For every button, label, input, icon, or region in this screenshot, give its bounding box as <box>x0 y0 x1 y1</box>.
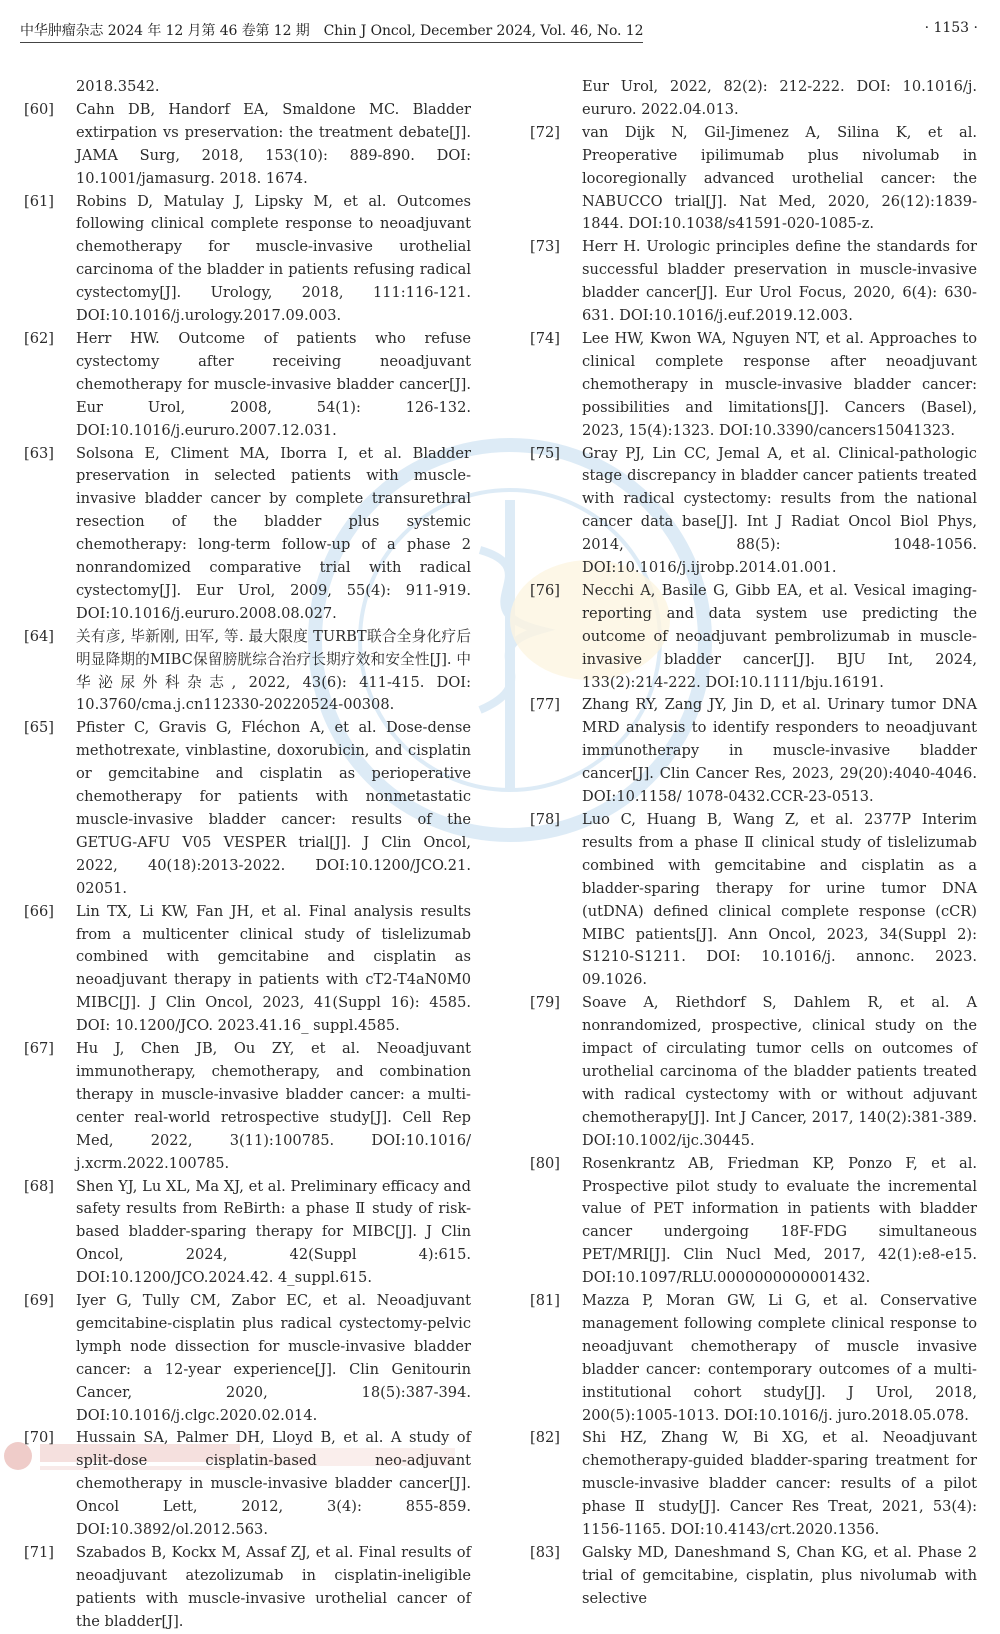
reference-number: [72] <box>530 123 560 141</box>
reference-text: Luo C, Huang B, Wang Z, et al. 2377P Interim results from a phase Ⅱ clinical study of tislelizumab combined with gemcitabine and cisplatin as a bladder-sparing therapy for urine tumor DNA (utDNA) defined clinical complete response (cCR) MIBC patients[J]. Ann Oncol, 2023, 34(Suppl 2): S1210-S1211. DOI: 10.1016/j. annonc. 2023. 09.1026. <box>582 811 977 989</box>
reference-number: [81] <box>530 1292 560 1310</box>
reference-number: [68] <box>24 1177 54 1195</box>
reference-text: Gray PJ, Lin CC, Jemal A, et al. Clinical-pathologic stage discrepancy in bladder cancer patients treated with radical cystectomy: results from the national cancer data base[J]. Int J Radiat Oncol Biol Phys, 2014, 88(5): 1048-1056. DOI:10.1016/j.ijrobp.2014.01.001. <box>582 444 977 577</box>
reference-text: Rosenkrantz AB, Friedman KP, Ponzo F, et al. Prospective pilot study to evaluate the incremental value of PET information in patients with bladder cancer undergoing 18F-FDG simultaneous PET/MRI[J]. Clin Nucl Med, 2017, 42(1):e8-e15. DOI:10.1097/RLU.0000000000001432. <box>582 1154 977 1287</box>
reference-number: [67] <box>24 1040 54 1058</box>
reference-entry <box>24 328 471 443</box>
reference-text: Zhang RY, Zang JY, Jin D, et al. Urinary tumor DNA MRD analysis to identify responders to neoadjuvant immunotherapy in muscle-invasive bladder cancer[J]. Clin Cancer Res, 2023, 29(20):4040-4046. DOI:10.1158/ 1078-0432.CCR-23-0513. <box>582 696 977 806</box>
reference-number: [64] <box>24 627 54 645</box>
reference-text: Robins D, Matulay J, Lipsky M, et al. Outcomes following clinical complete response to neoadjuvant chemotherapy for muscle-invasive urothelial carcinoma of the bladder in patients refusing radical cystectomy[J]. Urology, 2018, 111:116-121. DOI:10.1016/j.urology.2017.09.003. <box>76 192 471 325</box>
reference-number: [61] <box>24 192 54 210</box>
reference-entry <box>530 236 977 328</box>
reference-text: Solsona E, Climent MA, Iborra I, et al. Bladder preservation in selected patients with muscle-invasive bladder cancer by complete transurethral resection of the bladder plus systemic chemotherapy: long-term follow-up of a phase 2 nonrandomized comparative trial with radical cystectomy[J]. Eur Urol, 2009, 55(4): 911-919. DOI:10.1016/j.eururo.2008.08.027. <box>76 444 471 622</box>
reference-entry <box>24 1176 471 1291</box>
reference-number: [73] <box>530 238 560 256</box>
reference-number: [75] <box>530 444 560 462</box>
reference-entry <box>530 1153 977 1290</box>
reference-text: van Dijk N, Gil-Jimenez A, Silina K, et al. Preoperative ipilimumab plus nivolumab in locoregionally advanced urothelial cancer: the NABUCCO trial[J]. Nat Med, 2020, 26(12):1839-1844. DOI:10.1038/s41591-020-1085-z. <box>582 123 977 233</box>
reference-entry <box>530 809 977 992</box>
reference-entry <box>530 694 977 809</box>
reference-entry <box>24 901 471 1038</box>
reference-entry <box>24 1290 471 1427</box>
reference-text: Necchi A, Basile G, Gibb EA, et al. Vesical imaging-reporting and data system use predicting the outcome of neoadjuvant pembrolizumab in muscle-invasive bladder cancer[J]. BJU Int, 2024, 133(2):214-222. DOI:10.1111/bju.16191. <box>582 581 977 691</box>
reference-entry <box>24 1427 471 1542</box>
reference-text: Soave A, Riethdorf S, Dahlem R, et al. A nonrandomized, prospective, clinical study on the impact of circulating tumor cells on outcomes of urothelial carcinoma of the bladder patients treated with radical cystectomy with or without adjuvant chemotherapy[J]. Int J Cancer, 2017, 140(2):381-389. DOI:10.1002/ijc.30445. <box>582 994 977 1149</box>
reference-entry <box>530 76 977 122</box>
reference-entry <box>24 626 471 718</box>
reference-entry <box>530 1290 977 1427</box>
reference-entry <box>530 328 977 443</box>
reference-entry <box>24 1542 471 1634</box>
reference-text: Mazza P, Moran GW, Li G, et al. Conservative management following complete clinical response to neoadjuvant chemotherapy of muscle invasive bladder cancer: contemporary outcomes of a multi-institutional cohort study[J]. J Urol, 2018, 200(5):1005-1013. DOI:10.1016/j. juro.2018.05.078. <box>582 1292 977 1424</box>
page-number: · 1153 · <box>924 20 978 36</box>
right-reference-column <box>530 76 977 1611</box>
reference-text: Pfister C, Gravis G, Fléchon A, et al. Dose-dense methotrexate, vinblastine, doxorubicin, and cisplatin or gemcitabine and cisplatin as perioperative chemotherapy for patients with nonmetastatic muscle-invasive bladder cancer: results of the GETUG-AFU V05 VESPER trial[J]. J Clin Oncol, 2022, 40(18):2013-2022. DOI:10.1200/JCO.21. 02051. <box>76 719 471 897</box>
reference-text: Cahn DB, Handorf EA, Smaldone MC. Bladder extirpation vs preservation: the treatment debate[J]. JAMA Surg, 2018, 153(10): 889-890. DOI: 10.1001/jamasurg. 2018. 1674. <box>76 100 471 187</box>
reference-entry <box>530 992 977 1152</box>
reference-number: [78] <box>530 811 560 828</box>
reference-entry <box>24 443 471 626</box>
reference-number: [76] <box>530 581 560 599</box>
reference-text: Galsky MD, Daneshmand S, Chan KG, et al. Phase 2 trial of gemcitabine, cisplatin, plus nivolumab with selective <box>582 1544 977 1607</box>
reference-text: Hussain SA, Palmer DH, Lloyd B, et al. A study of split-dose cisplatin-based neo-adjuvant chemotherapy in muscle-invasive bladder cancer[J]. Oncol Lett, 2012, 3(4): 855-859. DOI:10.3892/ol.2012.563. <box>76 1429 471 1539</box>
reference-number: [70] <box>24 1429 54 1447</box>
reference-text: Szabados B, Kockx M, Assaf ZJ, et al. Final results of neoadjuvant atezolizumab in cisplatin-ineligible patients with muscle-invasive urothelial cancer of the bladder[J]. <box>76 1544 471 1630</box>
running-header <box>0 0 1000 46</box>
reference-number: [83] <box>530 1544 560 1561</box>
reference-entry <box>530 1542 977 1611</box>
reference-number: [80] <box>530 1154 560 1172</box>
reference-text: Hu J, Chen JB, Ou ZY, et al. Neoadjuvant immunotherapy, chemotherapy, and combination therapy in muscle-invasive bladder cancer: a multi-center real-world retrospective study[J]. Cell Rep Med, 2022, 3(11):100785. DOI:10.1016/ j.xcrm.2022.100785. <box>76 1040 471 1172</box>
reference-number: [66] <box>24 902 54 920</box>
reference-number: [69] <box>24 1292 54 1310</box>
reference-number: [63] <box>24 444 54 462</box>
reference-text: 关有彦, 毕新刚, 田军, 等. 最大限度 TURBT联合全身化疗后明显降期的MIBC保留膀胱综合治疗长期疗效和安全性[J]. 中华泌尿外科杂志, 2022, 43(6): 411-415. DOI: 10.3760/cma.j.cn112330-20220524-00308. <box>76 627 471 714</box>
reference-entry <box>24 191 471 328</box>
reference-text: Shi HZ, Zhang W, Bi XG, et al. Neoadjuvant chemotherapy-guided bladder-sparing treatment for muscle-invasive bladder cancer: results of a pilot phase Ⅱ study[J]. Cancer Res Treat, 2021, 53(4): 1156-1165. DOI:10.4143/crt.2020.1356. <box>582 1429 977 1539</box>
reference-text: Herr HW. Outcome of patients who refuse cystectomy after receiving neoadjuvant chemotherapy for muscle-invasive bladder cancer[J]. Eur Urol, 2008, 54(1): 126-132. DOI:10.1016/j.eururo.2007.12.031. <box>76 329 471 439</box>
reference-number: [82] <box>530 1429 560 1447</box>
reference-entry <box>530 122 977 237</box>
reference-text: Shen YJ, Lu XL, Ma XJ, et al. Preliminary efficacy and safety results from ReBirth: a phase Ⅱ study of risk-based bladder-sparing therapy for MIBC[J]. J Clin Oncol, 2024, 42(Suppl 4):615. DOI:10.1200/JCO.2024.42. 4_suppl.615. <box>76 1177 471 1287</box>
reference-number: [62] <box>24 329 54 347</box>
reference-number: [65] <box>24 719 54 737</box>
reference-number: [77] <box>530 696 560 714</box>
reference-number: [60] <box>24 100 54 118</box>
reference-text: Eur Urol, 2022, 82(2): 212-222. DOI: 10.1016/j. eururo. 2022.04.013. <box>582 78 977 118</box>
reference-entry <box>24 99 471 191</box>
reference-entry <box>24 717 471 900</box>
left-reference-column <box>24 76 471 1634</box>
reference-text: Lin TX, Li KW, Fan JH, et al. Final analysis results from a multicenter clinical study of tislelizumab combined with gemcitabine and cisplatin as neoadjuvant therapy in patients with cT2-T4aN0M0 MIBC[J]. J Clin Oncol, 2023, 41(Suppl 16): 4585. DOI: 10.1200/JCO. 2023.41.16_ suppl.4585. <box>76 902 471 1035</box>
reference-number: [71] <box>24 1544 54 1561</box>
reference-number: [74] <box>530 329 560 347</box>
reference-text: Herr H. Urologic principles define the standards for successful bladder preservation in muscle-invasive bladder cancer[J]. Eur Urol Focus, 2020, 6(4): 630-631. DOI:10.1016/j.euf.2019.12.003. <box>582 238 977 325</box>
reference-entry <box>530 580 977 695</box>
reference-text: Lee HW, Kwon WA, Nguyen NT, et al. Approaches to clinical complete response after neoadjuvant chemotherapy in muscle-invasive bladder cancer: possibilities and limitations[J]. Cancers (Basel), 2023, 15(4):1323. DOI:10.3390/cancers15041323. <box>582 329 977 439</box>
reference-number: [79] <box>530 994 560 1012</box>
journal-citation: 中华肿瘤杂志 2024 年 12 月第 46 卷第 12 期 Chin J Oncol, December 2024, Vol. 46, No. 12 <box>20 20 643 43</box>
reference-entry <box>530 1427 977 1542</box>
reference-text: Iyer G, Tully CM, Zabor EC, et al. Neoadjuvant gemcitabine-cisplatin plus radical cystectomy-pelvic lymph node dissection for muscle-invasive bladder cancer: a 12-year experience[J]. Clin Genitourin Cancer, 2020, 18(5):387-394. DOI:10.1016/j.clgc.2020.02.014. <box>76 1292 471 1424</box>
reference-entry <box>24 1038 471 1175</box>
reference-entry <box>530 443 977 580</box>
reference-text: 2018.3542. <box>76 78 160 95</box>
reference-entry <box>24 76 471 99</box>
